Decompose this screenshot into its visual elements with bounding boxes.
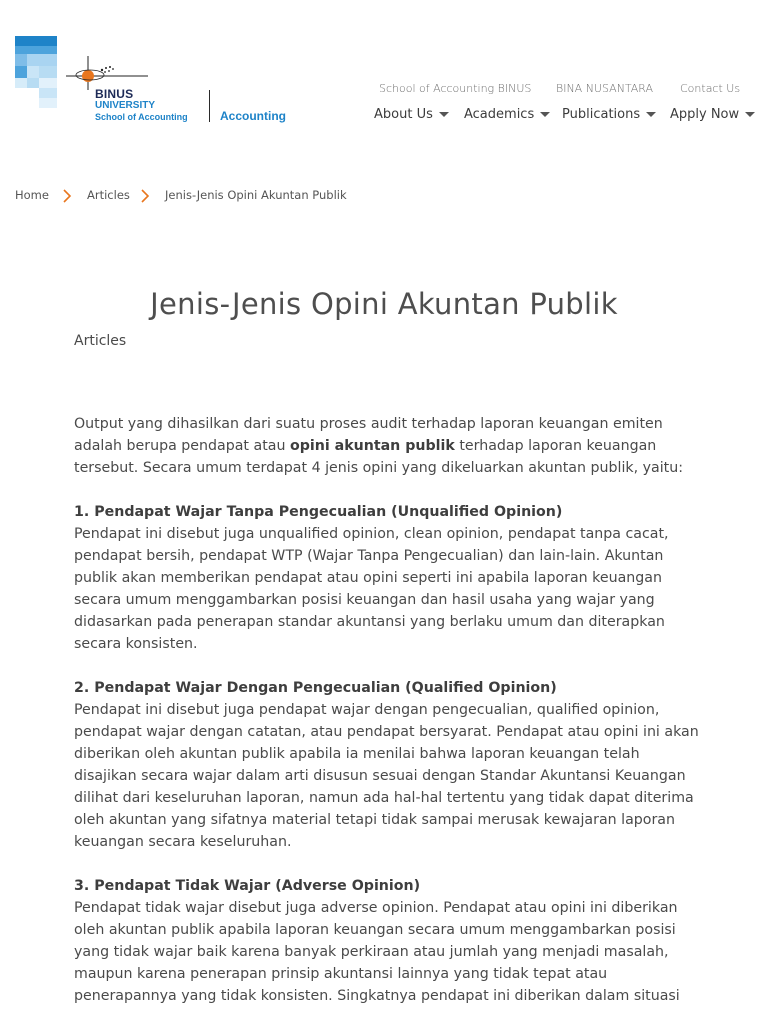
nav-publications[interactable]	[562, 105, 656, 123]
section-unqualified	[74, 501, 699, 655]
nav-about-us-label: About Us	[374, 106, 433, 122]
chevron-right-icon	[138, 188, 152, 204]
nav-apply-now[interactable]	[670, 105, 755, 123]
breadcrumb-articles[interactable]: Articles	[87, 188, 130, 202]
section-qualified	[74, 677, 699, 853]
page-title: Jenis-Jenis Opini Akuntan Publik	[150, 287, 618, 322]
brand-university: UNIVERSITY	[95, 100, 156, 111]
breadcrumb-current: Jenis-Jenis Opini Akuntan Publik	[165, 188, 347, 202]
brand-department: Accounting	[220, 109, 286, 123]
section-heading: 2. Pendapat Wajar Dengan Pengecualian (Qualified Opinion)	[74, 680, 557, 696]
intro-text-2: terhadap laporan keuangan tersebut. Secara umum terdapat 4 jenis opini yang dikeluarkan akuntan publik, yaitu:	[74, 438, 683, 476]
article-category[interactable]: Articles	[74, 333, 127, 349]
breadcrumb-home[interactable]: Home	[15, 188, 49, 202]
nav-academics[interactable]	[464, 105, 550, 123]
brand-divider	[209, 90, 210, 122]
caret-down-icon	[540, 112, 550, 117]
caret-down-icon	[646, 112, 656, 117]
nav-publications-label: Publications	[562, 106, 641, 122]
nav-about-us[interactable]	[374, 105, 449, 123]
brand-school: School of Accounting	[95, 112, 188, 122]
intro-text-1: Output yang dihasilkan dari suatu proses audit terhadap laporan keuangan emiten adalah berupa pendapat atau	[74, 416, 663, 454]
top-link-school-of-accounting[interactable]: School of Accounting BINUS	[379, 82, 532, 95]
brand-name: BINUS	[95, 87, 134, 101]
intro-bold-term: opini akuntan publik	[289, 438, 455, 454]
top-link-contact-us[interactable]: Contact Us	[680, 82, 741, 95]
section-heading: 1. Pendapat Wajar Tanpa Pengecualian (Unqualified Opinion)	[74, 504, 563, 520]
site-header	[0, 0, 768, 150]
caret-down-icon	[745, 112, 755, 117]
article-intro	[74, 413, 699, 479]
top-link-bina-nusantara[interactable]: BINA NUSANTARA	[556, 82, 654, 95]
section-body: Pendapat tidak wajar disebut juga adverse opinion. Pendapat atau opini ini diberikan oleh akuntan publik apabila laporan keuangan secara umum menggambarkan posisi yang tidak wajar baik karena banyak perkiraan atau jumlah yang menjadi masalah, maupun karena penerapan prinsip akuntansi lainnya yang tidak tepat atau penerapannya yang tidak konsisten. Singkatnya pendapat ini diberikan dalam situasi	[74, 900, 680, 1004]
nav-academics-label: Academics	[464, 106, 535, 122]
section-body: Pendapat ini disebut juga pendapat wajar dengan pengecualian, qualified opinion, pendapat wajar dengan catatan, atau pendapat bersyarat. Pendapat atau opini ini akan diberikan oleh akuntan publik apabila ia menilai bahwa laporan keuangan telah disajikan secara wajar dalam arti disusun sesuai dengan Standar Akuntansi Keuangan dilihat dari keseluruhan laporan, namun ada hal-hal tertentu yang tidak dapat diterima oleh akuntan yang sifatnya material tetapi tidak sampai merusak kewajaran laporan keuangan secara keseluruhan.	[74, 702, 699, 850]
section-body: Pendapat ini disebut juga unqualified opinion, clean opinion, pendapat tanpa cacat, pendapat bersih, pendapat WTP (Wajar Tanpa Pengecualian) dan lain-lain. Akuntan publik akan memberikan pendapat atau opini seperti ini apabila laporan keuangan secara umum menggambarkan posisi keuangan dan hasil usaha yang wajar yang didasarkan pada penerapan standar akuntansi yang berlaku umum dan diterapkan secara konsisten.	[74, 526, 669, 652]
section-adverse	[74, 875, 699, 1007]
article-body	[74, 413, 699, 1029]
nav-apply-now-label: Apply Now	[670, 106, 740, 122]
binus-square-logo-icon[interactable]	[15, 36, 57, 108]
binus-globe-mark-icon	[66, 56, 148, 90]
caret-down-icon	[439, 112, 449, 117]
section-heading: 3. Pendapat Tidak Wajar (Adverse Opinion)	[74, 878, 421, 894]
chevron-right-icon	[60, 188, 74, 204]
